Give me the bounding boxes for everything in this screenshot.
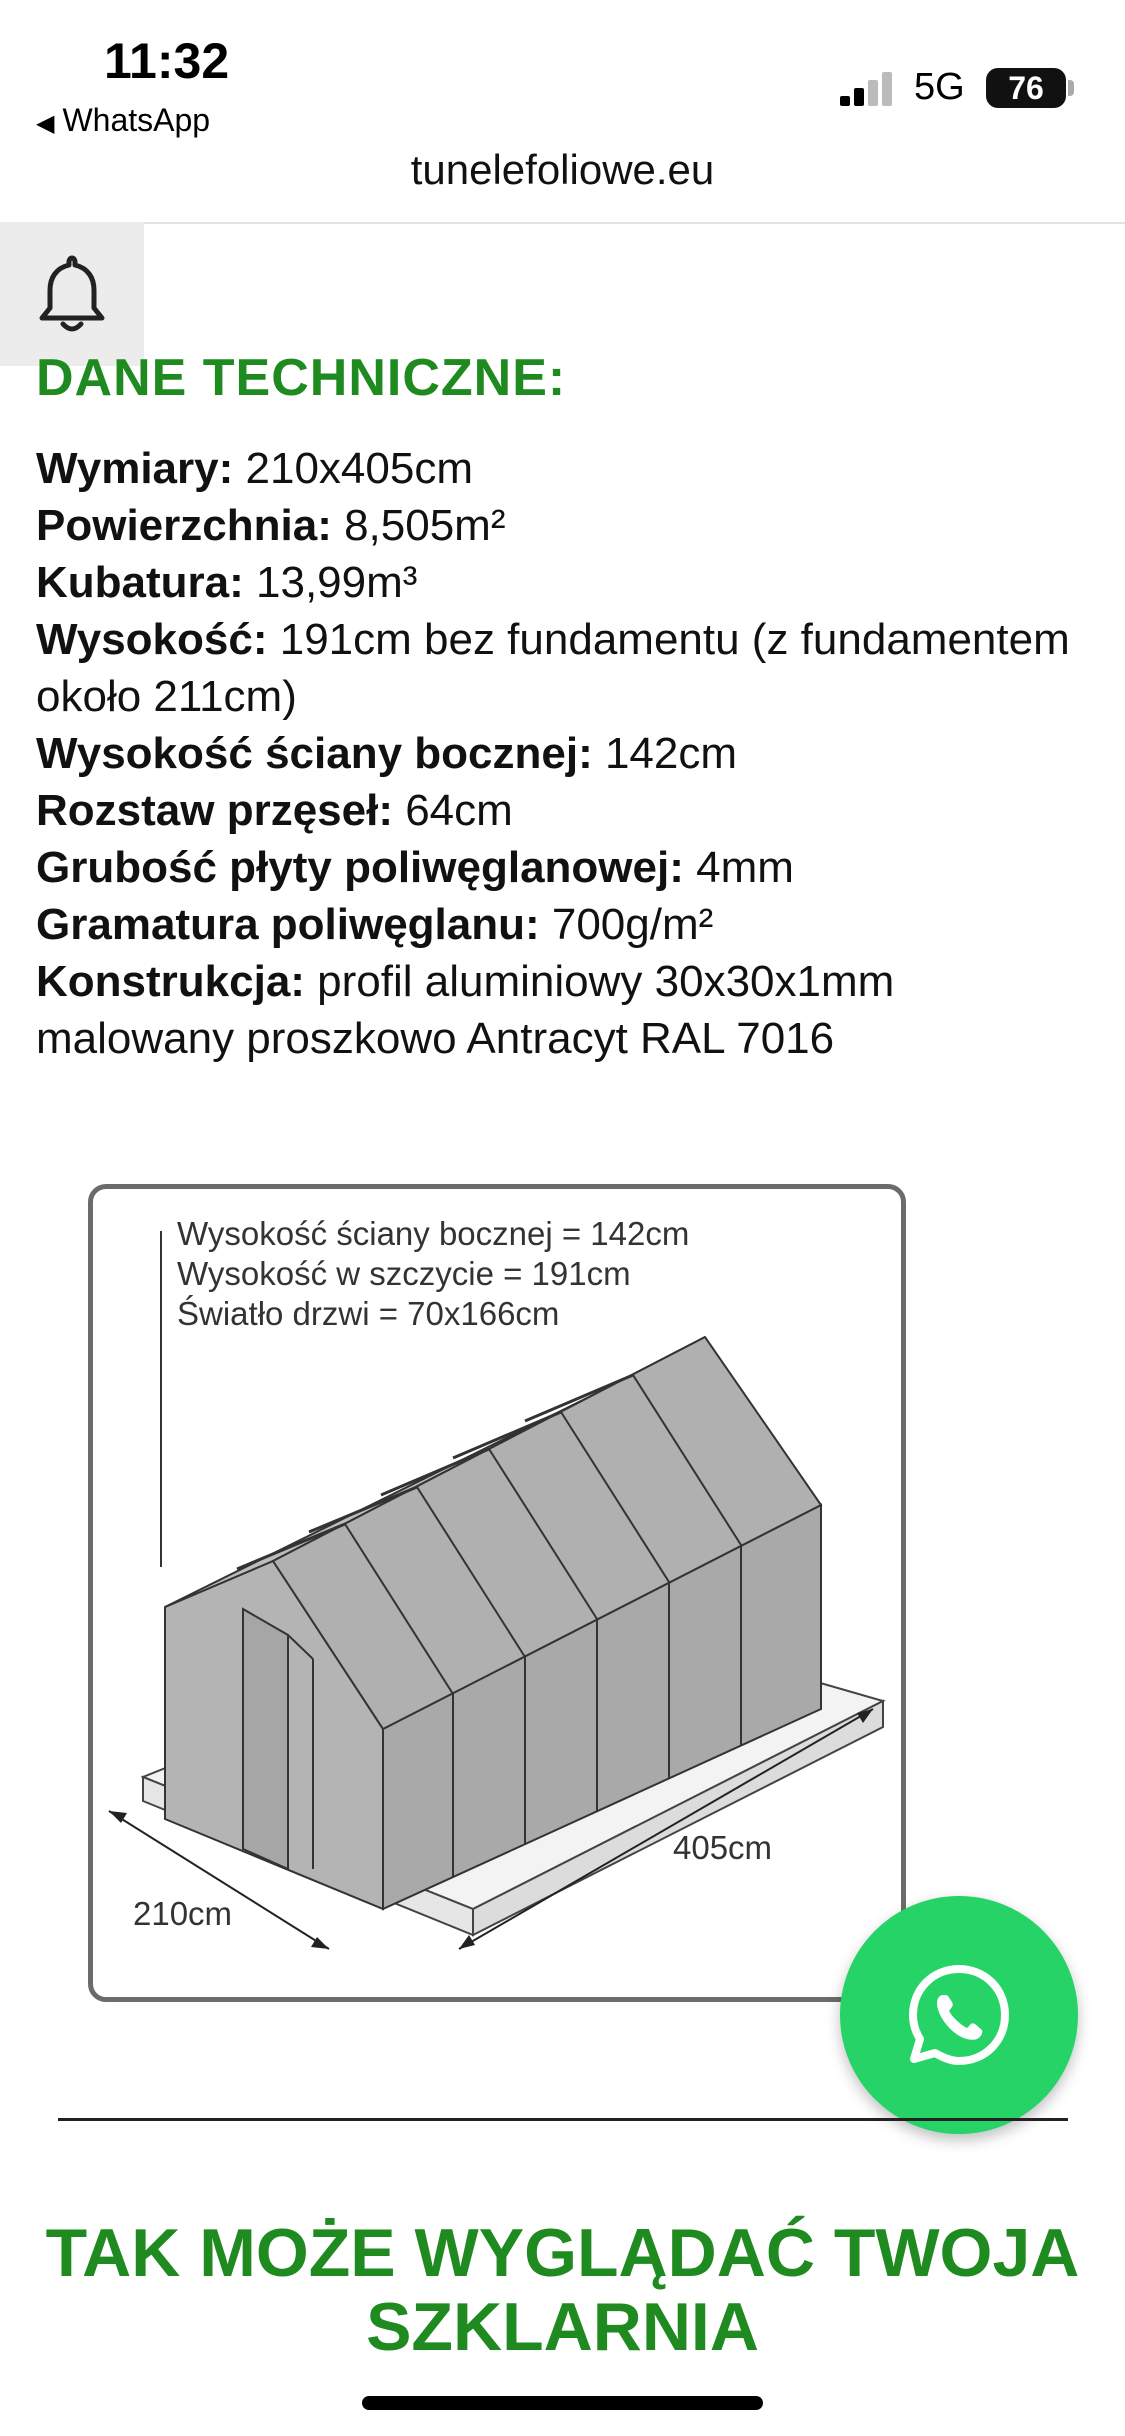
spec-value: 13,99m³ <box>243 558 418 607</box>
home-indicator[interactable] <box>362 2396 763 2410</box>
notification-bell-button[interactable] <box>0 222 144 366</box>
back-to-app-link[interactable] <box>36 102 210 139</box>
spec-value: 8,505m² <box>331 501 506 550</box>
spec-label: Powierzchnia: <box>36 501 332 550</box>
spec-item <box>36 725 1096 782</box>
spec-label: Konstrukcja: <box>36 957 305 1006</box>
address-bar-url[interactable]: tunelefoliowe.eu <box>410 146 715 193</box>
length-dimension-label: 405cm <box>673 1829 773 1866</box>
spec-item <box>36 611 1096 725</box>
battery-level: 76 <box>1008 70 1044 106</box>
spec-item <box>36 554 1096 611</box>
spec-label: Wysokość: <box>36 615 268 664</box>
spec-item <box>36 953 1096 1067</box>
whatsapp-icon <box>899 1955 1019 2075</box>
width-dimension-label: 210cm <box>133 1895 233 1932</box>
spec-label: Gramatura poliwęglanu: <box>36 900 540 949</box>
section-heading: DANE TECHNICZNE: <box>36 349 567 407</box>
header-divider <box>0 222 1125 224</box>
spec-value: 210x405cm <box>233 444 473 493</box>
diagram-line: Wysokość ściany bocznej = 142cm <box>177 1215 690 1252</box>
battery-tip <box>1068 80 1074 96</box>
spec-label: Grubość płyty poliwęglanowej: <box>36 843 684 892</box>
spec-label: Rozstaw przęseł: <box>36 786 393 835</box>
greenhouse-diagram <box>88 1184 906 2002</box>
spec-label: Wysokość ściany bocznej: <box>36 729 593 778</box>
diagram-line: Światło drzwi = 70x166cm <box>177 1295 560 1332</box>
status-time: 11:32 <box>104 33 230 89</box>
spec-value: profil aluminiowy 30x30x1mm malowany proszkowo Antracyt RAL 7016 <box>36 957 895 1063</box>
spec-item <box>36 896 1096 953</box>
cellular-signal-icon <box>838 68 898 108</box>
specs-list <box>36 440 1096 1067</box>
spec-value: 64cm <box>392 786 513 835</box>
spec-value: 700g/m² <box>539 900 714 949</box>
status-bar <box>0 0 1125 150</box>
spec-item <box>36 497 1096 554</box>
spec-label: Wymiary: <box>36 444 234 493</box>
spec-value: 191cm bez fundamentu (z fundamentem około 211cm) <box>36 615 1070 721</box>
section-divider <box>58 2118 1068 2121</box>
battery-icon <box>986 68 1066 108</box>
back-arrow-icon: ◀ <box>36 110 55 137</box>
spec-value: 4mm <box>683 843 794 892</box>
promo-heading: TAK MOŻE WYGLĄDAĆ TWOJA SZKLARNIA <box>45 2215 1080 2365</box>
spec-value: 142cm <box>592 729 738 778</box>
spec-label: Kubatura: <box>36 558 244 607</box>
diagram-line: Wysokość w szczycie = 191cm <box>177 1255 631 1292</box>
spec-item <box>36 782 1096 839</box>
spec-item <box>36 440 1096 497</box>
bell-icon <box>34 252 110 336</box>
network-type: 5G <box>914 66 965 108</box>
spec-item <box>36 839 1096 896</box>
back-app-label: WhatsApp <box>62 102 211 138</box>
whatsapp-chat-button[interactable] <box>840 1896 1078 2134</box>
